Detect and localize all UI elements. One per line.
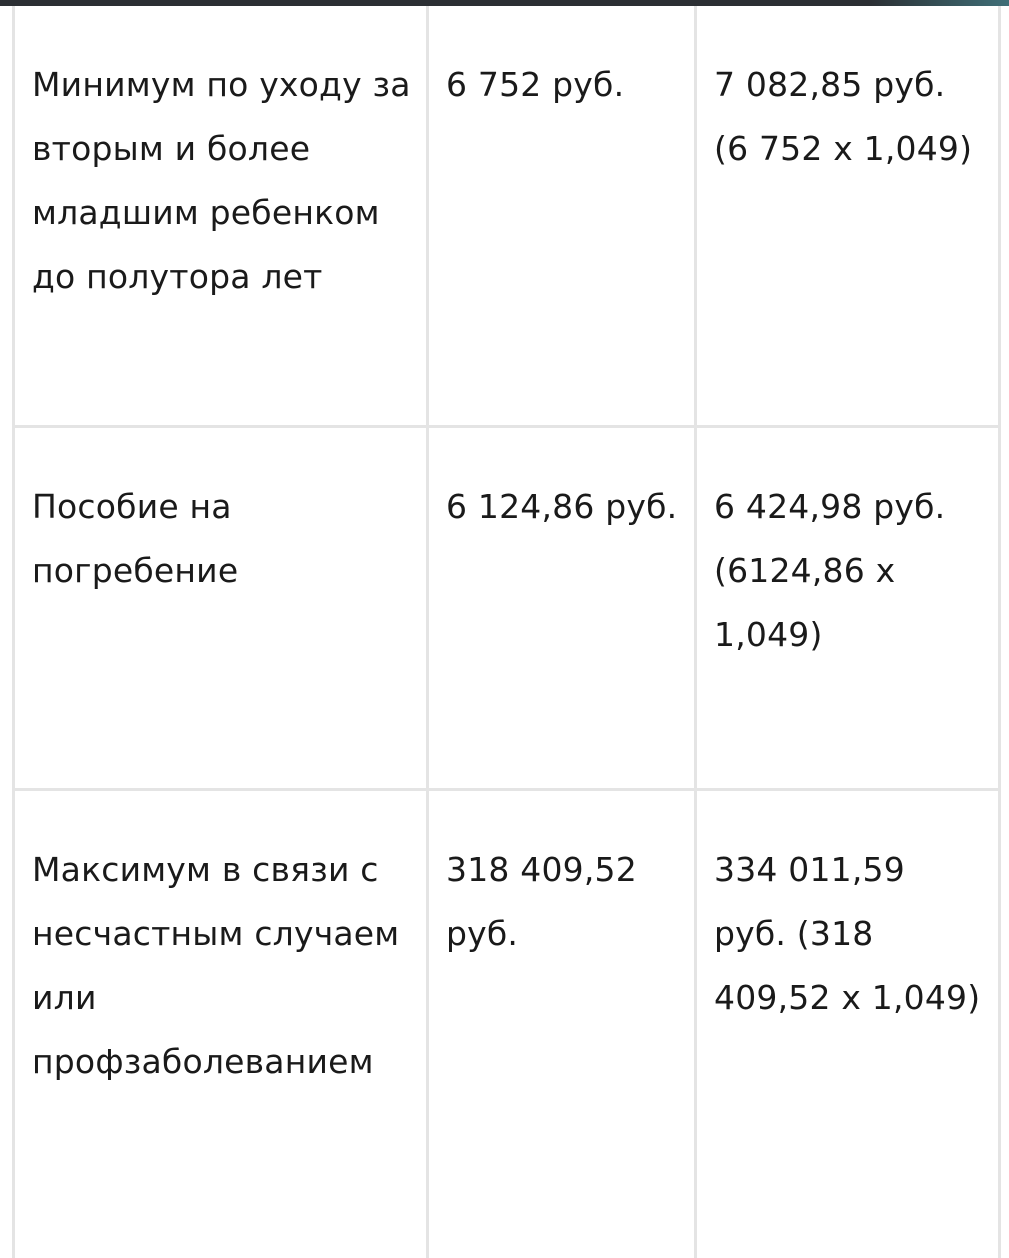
table-row xyxy=(14,790,1000,1258)
old-value-cell xyxy=(428,6,696,427)
new-value-cell xyxy=(696,6,1000,427)
benefit-name: Максимум в связи с несчастным случаем или профзаболеванием xyxy=(32,838,412,1094)
benefit-name: Минимум по уходу за вторым и более младшим ребенком до полутора лет xyxy=(32,53,412,309)
new-value: 7 082,85 руб. (6 752 х 1,049) xyxy=(714,53,984,181)
benefits-table xyxy=(12,6,1001,1258)
old-value: 318 409,52 руб. xyxy=(446,838,680,966)
benefit-name-cell xyxy=(14,6,428,427)
old-value: 6 752 руб. xyxy=(446,53,680,117)
benefit-name: Пособие на погребение xyxy=(32,475,412,603)
old-value: 6 124,86 руб. xyxy=(446,475,680,539)
new-value: 6 424,98 руб. (6124,86 х 1,049) xyxy=(714,475,984,667)
new-value-cell xyxy=(696,790,1000,1258)
table-row xyxy=(14,427,1000,790)
old-value-cell xyxy=(428,790,696,1258)
benefits-table-container xyxy=(12,6,998,1200)
table-row xyxy=(14,6,1000,427)
benefit-name-cell xyxy=(14,790,428,1258)
benefit-name-cell xyxy=(14,427,428,790)
new-value-cell xyxy=(696,427,1000,790)
new-value: 334 011,59 руб. (318 409,52 х 1,049) xyxy=(714,838,984,1030)
old-value-cell xyxy=(428,427,696,790)
